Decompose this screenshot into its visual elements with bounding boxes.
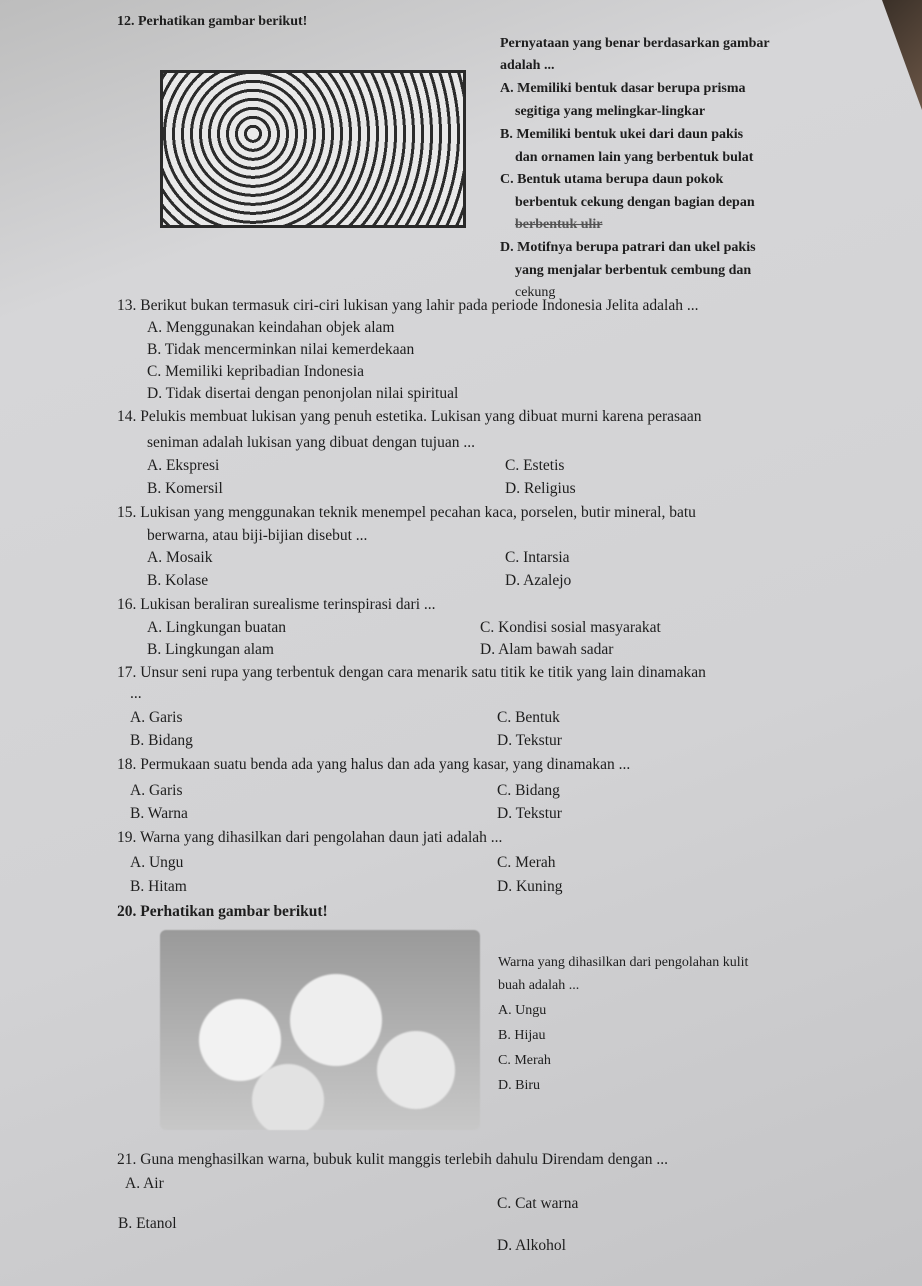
q20-option-c[interactable]: C. Merah bbox=[498, 1053, 551, 1068]
q14-title: seniman adalah lukisan yang dibuat dengan tujuan ... bbox=[147, 434, 475, 451]
q15-option-a[interactable]: A. Mosaik bbox=[147, 549, 213, 566]
q17-title: 17. Unsur seni rupa yang terbentuk dengan cara menarik satu titik ke titik yang lain dinamakan bbox=[117, 664, 706, 681]
q14-option-c[interactable]: C. Estetis bbox=[505, 457, 565, 474]
q18-option-b[interactable]: B. Warna bbox=[130, 805, 188, 822]
q19-option-c[interactable]: C. Merah bbox=[497, 854, 556, 871]
q19-option-d[interactable]: D. Kuning bbox=[497, 878, 563, 895]
q14-option-a[interactable]: A. Ekspresi bbox=[147, 457, 220, 474]
q18-option-d[interactable]: D. Tekstur bbox=[497, 805, 562, 822]
q14-option-d[interactable]: D. Religius bbox=[505, 480, 576, 497]
q18-option-c[interactable]: C. Bidang bbox=[497, 782, 560, 799]
q16-option-a[interactable]: A. Lingkungan buatan bbox=[147, 619, 287, 636]
q20-title: 20. Perhatikan gambar berikut! bbox=[117, 903, 328, 920]
q16-title: 16. Lukisan beraliran surealisme terinspirasi dari ... bbox=[117, 596, 436, 613]
q17-option-c[interactable]: C. Bentuk bbox=[497, 709, 560, 726]
mangosteen-image bbox=[160, 930, 480, 1130]
q21-option-b[interactable]: B. Etanol bbox=[118, 1215, 177, 1232]
q20-prompt: Warna yang dihasilkan dari pengolahan kulit bbox=[498, 955, 749, 970]
q21-title: 21. Guna menghasilkan warna, bubuk kulit manggis terlebih dahulu Direndam dengan ... bbox=[117, 1151, 668, 1168]
background-corner bbox=[882, 0, 922, 110]
q12-option-b[interactable]: B. Memiliki bentuk ukei dari daun pakis bbox=[500, 127, 744, 142]
q18-title: 18. Permukaan suatu benda ada yang halus dan ada yang kasar, yang dinamakan ... bbox=[117, 756, 631, 773]
q15-option-d[interactable]: D. Azalejo bbox=[505, 572, 572, 589]
q20-prompt: buah adalah ... bbox=[498, 978, 580, 993]
q16-option-b[interactable]: B. Lingkungan alam bbox=[147, 641, 274, 658]
q15-option-b[interactable]: B. Kolase bbox=[147, 572, 209, 589]
q12-option-d: yang menjalar berbentuk cembung dan bbox=[515, 263, 752, 278]
q17-option-a[interactable]: A. Garis bbox=[130, 709, 183, 726]
q12-option-a[interactable]: A. Memiliki bentuk dasar berupa prisma bbox=[500, 81, 746, 96]
q13-option-d[interactable]: D. Tidak disertai dengan penonjolan nilai spiritual bbox=[147, 385, 459, 402]
q18-option-a[interactable]: A. Garis bbox=[130, 782, 183, 799]
q19-option-b[interactable]: B. Hitam bbox=[130, 878, 187, 895]
q15-title: 15. Lukisan yang menggunakan teknik menempel pecahan kaca, porselen, butir mineral, batu bbox=[117, 504, 696, 521]
q12-option-a: segitiga yang melingkar-lingkar bbox=[515, 104, 706, 119]
q12-title: 12. Perhatikan gambar berikut! bbox=[117, 14, 308, 29]
q12-option-b: dan ornamen lain yang berbentuk bulat bbox=[515, 150, 754, 165]
q12-prompt: adalah ... bbox=[500, 58, 555, 73]
q13-option-a[interactable]: A. Menggunakan keindahan objek alam bbox=[147, 319, 395, 336]
q21-option-d[interactable]: D. Alkohol bbox=[497, 1237, 566, 1254]
q19-title: 19. Warna yang dihasilkan dari pengolahan daun jati adalah ... bbox=[117, 829, 503, 846]
q20-option-d[interactable]: D. Biru bbox=[498, 1078, 540, 1093]
q13-option-b[interactable]: B. Tidak mencerminkan nilai kemerdekaan bbox=[147, 341, 415, 358]
q21-option-c[interactable]: C. Cat warna bbox=[497, 1195, 579, 1212]
q12-option-c[interactable]: C. Bentuk utama berupa daun pokok bbox=[500, 172, 724, 187]
q12-option-c: berbentuk cekung dengan bagian depan bbox=[515, 195, 755, 210]
q19-option-a[interactable]: A. Ungu bbox=[130, 854, 184, 871]
q16-option-c[interactable]: C. Kondisi sosial masyarakat bbox=[480, 619, 661, 636]
q13-title: 13. Berikut bukan termasuk ciri-ciri lukisan yang lahir pada periode Indonesia Jelita adalah ... bbox=[117, 297, 699, 314]
q15-option-c[interactable]: C. Intarsia bbox=[505, 549, 570, 566]
q12-option-d: cekung bbox=[515, 285, 556, 300]
q12-prompt: Pernyataan yang benar berdasarkan gambar bbox=[500, 36, 770, 51]
q17-option-d[interactable]: D. Tekstur bbox=[497, 732, 562, 749]
ornament-image bbox=[160, 70, 466, 228]
q20-option-a[interactable]: A. Ungu bbox=[498, 1003, 547, 1018]
q14-option-b[interactable]: B. Komersil bbox=[147, 480, 223, 497]
q14-title: 14. Pelukis membuat lukisan yang penuh estetika. Lukisan yang dibuat murni karena perasaan bbox=[117, 408, 702, 425]
q21-option-a[interactable]: A. Air bbox=[125, 1175, 164, 1192]
q12-option-c: berbentuk ulir bbox=[515, 217, 603, 232]
q13-option-c[interactable]: C. Memiliki kepribadian Indonesia bbox=[147, 363, 364, 380]
q15-title: berwarna, atau biji-bijian disebut ... bbox=[147, 527, 368, 544]
q17-option-b[interactable]: B. Bidang bbox=[130, 732, 193, 749]
q16-option-d[interactable]: D. Alam bawah sadar bbox=[480, 641, 614, 658]
q20-option-b[interactable]: B. Hijau bbox=[498, 1028, 546, 1043]
q17-title: ... bbox=[130, 685, 142, 702]
q12-option-d[interactable]: D. Motifnya berupa patrari dan ukel pakis bbox=[500, 240, 756, 255]
